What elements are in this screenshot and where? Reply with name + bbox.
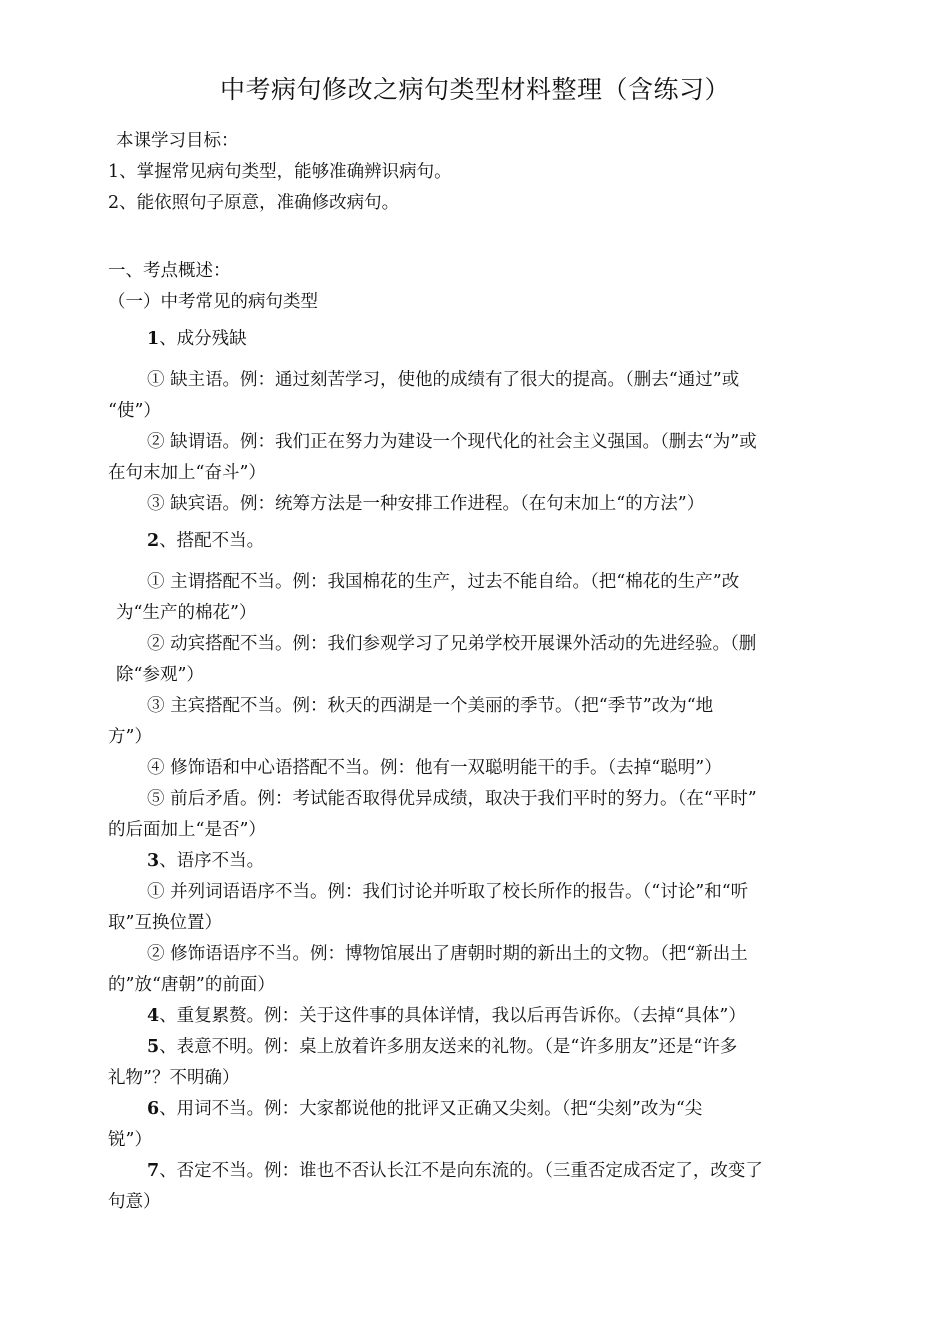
category-label: 、成分残缺 <box>159 329 247 349</box>
objective-item: 2、能依照句子原意，准确修改病句。 <box>108 193 400 213</box>
document-body <box>108 126 848 1218</box>
blank-line <box>108 219 848 250</box>
category-text-cont: 句意） <box>108 1192 161 1212</box>
example-item <box>108 629 848 691</box>
example-text: ② 动宾搭配不当。例：我们参观学习了兄弟学校开展课外活动的先进经验。（删 <box>147 634 757 654</box>
category-number: 1 <box>147 329 160 349</box>
example-text-cont: 的”放“唐朝”的前面） <box>108 975 275 995</box>
example-text-cont: 方”） <box>108 727 152 747</box>
category-number: 2 <box>147 531 160 551</box>
page-title: 中考病句修改之病句类型材料整理（含练习） <box>219 75 730 104</box>
example-text-cont: 取”互换位置） <box>108 913 222 933</box>
category-heading <box>108 526 848 557</box>
objectives-heading: 本课学习目标： <box>116 131 239 151</box>
category-heading <box>108 324 848 355</box>
objective-item: 1、掌握常见病句类型，能够准确辨识病句。 <box>108 162 452 182</box>
example-text-cont: 除“参观”） <box>116 665 204 685</box>
example-text-cont: “使”） <box>108 401 161 421</box>
category-item <box>108 1156 848 1218</box>
example-item <box>108 753 848 784</box>
example-item <box>108 365 848 427</box>
category-number: 6 <box>147 1099 160 1119</box>
category-text-cont: 锐”） <box>108 1130 152 1150</box>
category-label: 、语序不当。 <box>159 851 265 871</box>
category-text-cont: 礼物”？不明确） <box>108 1068 240 1088</box>
category-line <box>108 1094 848 1125</box>
example-text: ④ 修饰语和中心语搭配不当。例：他有一双聪明能干的手。（去掉“聪明”） <box>147 758 722 778</box>
category-text: 、表意不明。例：桌上放着许多朋友送来的礼物。（是“许多朋友”还是“许多 <box>159 1037 738 1057</box>
category-text: 、否定不当。例：谁也不否认长江不是向东流的。（三重否定成否定了，改变了 <box>159 1161 763 1181</box>
example-text: ⑤ 前后矛盾。例：考试能否取得优异成绩，取决于我们平时的努力。（在“平时” <box>147 789 757 809</box>
example-text: ① 并列词语语序不当。例：我们讨论并听取了校长所作的报告。（“讨论”和“听 <box>147 882 749 902</box>
example-item <box>108 784 848 846</box>
example-text: ③ 主宾搭配不当。例：秋天的西湖是一个美丽的季节。（把“季节”改为“地 <box>147 696 714 716</box>
example-text-cont: 在句末加上“奋斗”） <box>108 463 266 483</box>
category-text: 、用词不当。例：大家都说他的批评又正确又尖刻。（把“尖刻”改为“尖 <box>159 1099 703 1119</box>
category-item <box>108 1001 848 1032</box>
example-text: ② 缺谓语。例：我们正在努力为建设一个现代化的社会主义强国。（删去“为”或 <box>147 432 757 452</box>
example-text: ② 修饰语语序不当。例：博物馆展出了唐朝时期的新出土的文物。（把“新出土 <box>147 944 748 964</box>
example-text-cont: 为“生产的棉花”） <box>116 603 257 623</box>
example-item <box>108 567 848 629</box>
example-item <box>108 427 848 489</box>
example-item <box>108 877 848 939</box>
example-text: ① 主谓搭配不当。例：我国棉花的生产，过去不能自给。（把“棉花的生产”改 <box>147 572 740 592</box>
category-number: 7 <box>147 1161 160 1181</box>
category-item <box>108 1032 848 1094</box>
example-text-cont: 的后面加上“是否”） <box>108 820 266 840</box>
section-heading: 一、考点概述： <box>108 261 231 281</box>
example-item <box>108 939 848 1001</box>
category-text: 、重复累赘。例：关于这件事的具体详情，我以后再告诉你。（去掉“具体”） <box>159 1006 746 1026</box>
example-text: ① 缺主语。例：通过刻苦学习，使他的成绩有了很大的提高。（删去“通过”或 <box>147 370 740 390</box>
category-heading <box>108 846 848 877</box>
category-number: 3 <box>147 851 160 871</box>
category-line <box>108 1156 848 1187</box>
category-label: 、搭配不当。 <box>159 531 265 551</box>
category-line <box>108 1032 848 1063</box>
category-number: 4 <box>147 1006 160 1026</box>
example-text: ③ 缺宾语。例：统筹方法是一种安排工作进程。（在句末加上“的方法”） <box>147 494 705 514</box>
example-item <box>108 691 848 753</box>
category-number: 5 <box>147 1037 160 1057</box>
category-item <box>108 1094 848 1156</box>
example-item <box>108 489 848 520</box>
subsection-heading: （一）中考常见的病句类型 <box>108 292 318 312</box>
